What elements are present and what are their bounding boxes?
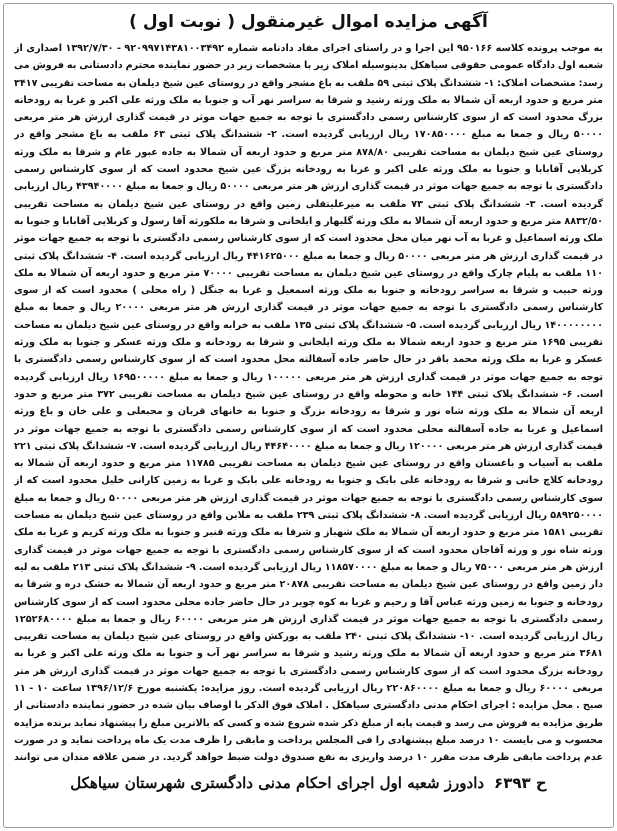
notice-body: به موجب پرونده کلاسه ۹۵۰۱۶۶ این اجرا و در راستای اجرای مفاد دادنامه شماره ۹۲۰۹۹۷۱۴۳۸۱۰۰۳۴۹۲ - ۱۳۹۲/۷/۳۰ اصداری از شعبه اول دادگاه عمومی حقوقی سیاهکل بدینوسیله املاک زیر با مشخصات زیر در حضور نماینده محترم دادستانی به فروش می رسد: مشخصات املاک: ۱- ششدانگ پلاک ثبتی ۵۹ ملقب به باغ مشجر واقع در روستای عین شیخ دیلمان به مساحت تقریبی ۳۴۱۷ متر مربع و حدود اربعه آن شمالا به ملک ورثه رشید و شرقا به سراسر نهر آب و جنوبا به ملک ورثه علی اکبر و غربا به رودخانه بزرگ محدود است که از سوی کارشناس رسمی دادگستری با توجه به جمیع جهات موثر در قیمت گذاری ارزش هر متر مربعی ۵۰۰۰۰ ریال و جمعا به مبلغ ۱۷۰۸۵۰۰۰۰ ریال ارزیابی گردیده است. ۲- ششدانگ پلاک ثبتی ۶۳ ملقب به باغ مشجر واقع در روستای عین شیخ دیلمان به مساحت تقریبی ۸۷۸/۸۰ متر مربع و حدود اربعه آن شمالا به جاده عبور عام و شرقا به ملک ورثه کربلایی آقابابا و جنوبا به ملک ورثه علی اکبر و غربا به رودخانه بزرگ عین شیخ محدود است که از سوی کارشناس رسمی دادگستری با توجه به جمیع جهات موثر در قیمت گذاری ارزش هر متر مربعی ۵۰۰۰۰ ریال و جمعا به مبلغ ۴۳۹۴۰۰۰۰ ریال ارزیابی گردیده است. ۳- ششدانگ پلاک ثبتی ۷۳ ملقب به میرعلیتقلی زمین واقع در روستای عین شیخ دیلمان به مساحت تقریبی ۸۸۳۲/۵۰ متر مربع و حدود اربعه آن شمالا به ملک ورثه گلبهار و ایلخانی و شرقا به ملکورثه آقا رسول و کربلایی آقابابا و جنوبا به ملک ورثه اسماعیل و غربا به آب نهر میان محل محدود است که از سوی کارشناس رسمی دادگستری با توجه به جمیع جهات موثر در قیمت گذاری ارزش هر متر مربعی ۵۰۰۰۰ ریال و جمعا به مبلغ ۴۴۱۶۲۵۰۰۰ ریال ارزیابی گردیده است. ۴- ششدانگ پلاک ثبتی ۱۱۰ ملقب به پلیام چارک واقع در روستای عین شیخ دیلمان به مساحت تقریبی ۷۰۰۰۰ متر مربع و حدود اربعه آن شمالا به ملک ورثه حبیب و شرقا به سراسر رودخانه و جنوبا به ملک ورثه اسمعیل و غربا به جنگل ( راه محلی ) محدود است که از سوی کارشناس رسمی دادگستری با توجه به جمیع جهات موثر در قیمت گذاری ارزش هر متر مربعی ۲۰۰۰۰ ریال و جمعا به مبلغ ۱۴۰۰۰۰۰۰۰۰ ریال ارزیابی گردیده است. ۵- ششدانگ پلاک ثبتی ۱۳۵ ملقب به خرابه واقع در روستای عین شیخ دیلمان به مساحت تقریبی ۱۶۹۵ متر مربع و حدود اربعه شمالا به ملک ورثه ایلخانی و شرقا به رودخانه و ملک ورثه عسکر و جنوبا به ملک ورثه عسکر و غربا به ملک ورثه محمد باقر در حال حاضر جاده آسفالته محل محدود است که از سوی کارشناس رسمی دادگستری با توجه به جمیع جهات موثر در قیمت گذاری ارزش هر متر مربعی ۱۰۰۰۰۰ ریال و جمعا به مبلغ ۱۶۹۵۰۰۰۰۰ ریال ارزیابی گردیده است. ۶- ششدانگ پلاک ثبتی ۱۴۴ خانه و محوطه واقع در روستای عین شیخ دیلمان به مساحت تقریبی ۳۷۲ متر مربع و حدود اربعه آن شمالا به ملک ورثه شاه نور و شرقا به رودخانه بزرگ و جنوبا به خانهای قربان و محبعلی و علی خان و باغ ورثه اسماعیل و غربا به جاده آسفالته محلی محدود است که از سوی کارشناس رسمی دادگستری با توجه به جمیع جهات موثر در قیمت گذاری ارزش هر متر مربعی ۱۲۰۰۰۰ ریال و جمعا به مبلغ ۴۴۶۴۰۰۰۰ ریال ارزیابی گردیده است. ۷- ششدانگ پلاک ثبتی ۲۲۱ ملقب به آسیاب و باغستان واقع در روستای عین شیخ دیلمان به مساحت تقریبی ۱۱۷۸۵ متر مربع و حدود اربعه آن شمالا به رودخانه کلاچ خانی و شرقا به رودخانه علی بابک و جنوبا به رودخانه علی بابک و غربا به زمین کارانی خلیل محدود است که از سوی کارشناس رسمی دادگستری با توجه به جمیع جهات موثر در قیمت گذاری ارزش هر متر مربعی ۵۰۰۰۰ ریال و جمعا به مبلغ ۵۸۹۲۵۰۰۰۰ ریال ارزیابی گردیده است. ۸- ششدانگ پلاک ثبتی ۲۳۹ ملقب به ملابن واقع در روستای عین شیخ دیلمان به مساحت تقریبی ۱۵۸۱ متر مربع و حدود اربعه آن شمالا به ملک شهباز و شرقا به ملک ورثه قنبر و جنوبا به ملک ورثه کریم و غربا به ملک ورثه شاه نور و ورثه آقاجان محدود است که از سوی کارشناس رسمی دادگستری با توجه به جمیع جهات موثر در قیمت گذاری ارزش هر متر مربعی ۷۵۰۰۰ ریال و جمعا به مبلغ ۱۱۸۵۷۰۰۰۰ ریال ارزیابی گردیده است. ۹- ششدانگ پلاک ثبتی ۲۱۳ ملقب به لیه دار زمین واقع در روستای عین شیخ دیلمان به مساحت تقریبی ۲۰۸۷۸ متر مربع و حدود اربعه آن شمالا به خشک دره و شرقا به رودخانه و جنوبا به زمین ورثه عباس آقا و رحیم و غربا به کوه چویر در حال حاضر جاده محلی محدود است که از سوی کارشناس رسمی دادگستری با توجه به جمیع جهات موثر در قیمت گذاری ارزش هر متر مربعی ۶۰۰۰۰ ریال و جمعا به مبلغ ۱۲۵۲۶۸۰۰۰۰ ریال ارزیابی گردیده است. ۱۰- ششدانگ پلاک ثبتی ۲۴۰ ملقب به بورکش واقع در روستای عین شیخ دیلمان به مساحت تقریبی ۳۶۸۱ متر مربع و حدود اربعه آن شمالا به ملک ورثه رشید و شرقا به سراسر نهر آب و جنوبا به ملک ورثه علی اکبر و غربا به رودخانه بزرگ محدود است که از سوی کارشناس رسمی دادگستری با توجه به جمیع جهات موثر در قیمت گذاری ارزش هر متر مربعی ۶۰۰۰۰ ریال و جمعا به مبلغ ۲۲۰۸۶۰۰۰۰ ریال ارزیابی گردیده است. روز مزایده: یکشنبه مورخ ۱۳۹۶/۱۲/۶ ساعت ۱۰ - ۱۱ صبح . محل مزایده : اجرای احکام مدنی دادگستری سیاهکل . املاک فوق الذکر با اوصاف بیان شده در حضور نماینده دادستانی از طریق مزایده به فروش می رسد و قیمت پایه از مبلغ ذکر شده شروع شده و کسی که بالاترین مبلغ را پیشنهاد نماید برنده مزایده محسوب و می بایست ۱۰ درصد مبلغ پیشنهادی را فی المجلس پرداخت و مابقی را ظرف مدت یک ماه پرداخت نماید و در صورت عدم پرداخت مابقی ظرف مدت مقرر ۱۰ درصد واریزی به نفع صندوق دولت ضبط خواهد گردید. در ضمن علاقه مندان می توانند <box>14 43 603 764</box>
notice-code: ح ۶۳۹۳ <box>494 774 547 792</box>
notice-issuer: دادورز شعبه اول اجرای احکام مدنی دادگستری شهرستان سیاهکل <box>70 774 485 792</box>
notice-title: آگهی مزایده اموال غیرمنقول ( نوبت اول ) <box>129 12 488 32</box>
notice-footer <box>8 774 609 792</box>
